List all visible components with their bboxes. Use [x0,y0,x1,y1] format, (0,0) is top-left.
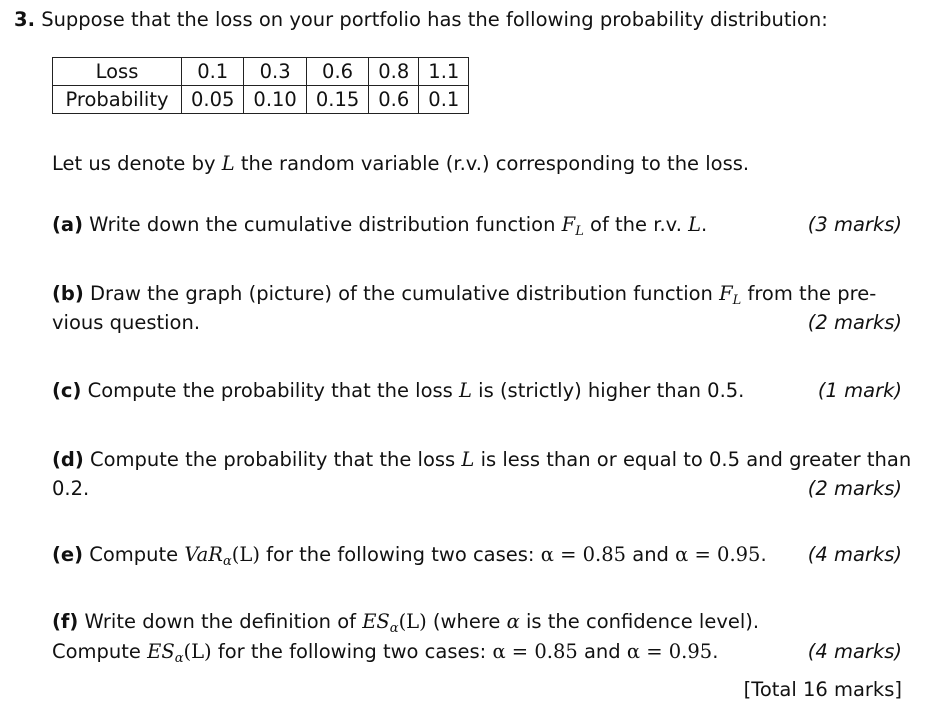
row-label-loss: Loss [53,58,182,86]
part-label: (b) [52,282,84,305]
part-text: Write down the cumulative distribution function [82,213,562,236]
math-var: L [688,213,702,236]
part-text: . [712,640,719,663]
part-label: (c) [52,379,82,402]
math-case: α = 0.95 [675,543,761,566]
part-c-marks: (1 mark) [817,379,902,402]
part-b-marks: (2 marks) [807,311,902,334]
part-label: (e) [52,543,84,566]
table-row-loss [53,58,469,86]
part-text: Compute [52,640,148,663]
math-var: L [461,448,475,471]
total-marks: [Total 16 marks] [743,678,902,701]
math-arg: (L) [183,640,212,663]
part-text: from the pre- [741,282,877,305]
math-subscript: α [174,651,184,666]
row-label-probability: Probability [53,86,182,114]
part-e [52,543,767,569]
part-text: . [701,213,708,236]
part-text: of the r.v. [583,213,689,236]
math-var: F [719,282,733,305]
part-text: for the following two cases: [259,543,541,566]
math-subscript: L [575,224,584,239]
part-d-line2: 0.2. [52,477,90,500]
part-label: (d) [52,448,84,471]
math-var: ES [362,610,390,633]
question-number: 3. [14,8,35,31]
math-var: VaR [184,543,223,566]
part-text: is less than or equal to 0.5 and greater than [474,448,912,471]
part-text: for the following two cases: [211,640,493,663]
part-text: is (strictly) higher than 0.5. [471,379,745,402]
probability-cell: 0.1 [419,86,469,114]
part-text: (where [426,610,507,633]
part-a-marks: (3 marks) [807,213,902,236]
question-heading [14,8,828,31]
part-e-marks: (4 marks) [807,543,902,566]
part-d [52,448,911,471]
part-text: Compute [83,543,185,566]
math-subscript: α [389,621,399,636]
probability-cell: 0.6 [369,86,419,114]
math-case: α = 0.95 [626,640,713,663]
math-var: F [561,213,576,236]
math-var: α [506,610,520,633]
part-text: Write down the definition of [78,610,363,633]
part-f-line2 [52,640,718,666]
loss-cell: 0.6 [306,58,368,86]
denote-text: Let us denote by [52,152,222,175]
math-case: α = 0.85 [540,543,627,566]
math-case: α = 0.85 [492,640,578,663]
math-var: ES [147,640,175,663]
probability-cell: 0.15 [306,86,368,114]
math-var: L [459,379,472,402]
table-row-probability [53,86,469,114]
math-subscript: α [223,554,232,569]
math-arg: (L) [231,543,260,566]
part-text: Compute the probability that the loss [83,448,462,471]
part-d-marks: (2 marks) [807,477,902,500]
question-intro: Suppose that the loss on your portfolio has the following probability distribution: [41,8,828,31]
part-b [52,282,876,308]
part-text: is the confidence level). [519,610,760,633]
denote-sentence [52,152,749,175]
denote-text: the random variable (r.v.) corresponding to the loss. [234,152,750,175]
probability-cell: 0.10 [244,86,306,114]
probability-cell: 0.05 [182,86,244,114]
math-var: L [221,152,235,175]
part-text: and [626,543,676,566]
part-text: and [577,640,627,663]
part-f-marks: (4 marks) [807,640,902,663]
loss-cell: 0.1 [182,58,244,86]
loss-cell: 0.3 [244,58,306,86]
part-text: Compute the probability that the loss [81,379,460,402]
math-subscript: L [732,293,742,308]
part-text: . [760,543,767,566]
math-arg: (L) [398,610,427,633]
part-b-line2: vious question. [52,311,201,334]
distribution-table [52,57,469,114]
part-c [52,379,744,402]
part-f [52,610,759,636]
part-text: Draw the graph (picture) of the cumulative distribution function [83,282,720,305]
part-label: (a) [52,213,83,236]
loss-cell: 0.8 [369,58,419,86]
part-label: (f) [52,610,79,633]
loss-cell: 1.1 [419,58,469,86]
part-a [52,213,707,239]
